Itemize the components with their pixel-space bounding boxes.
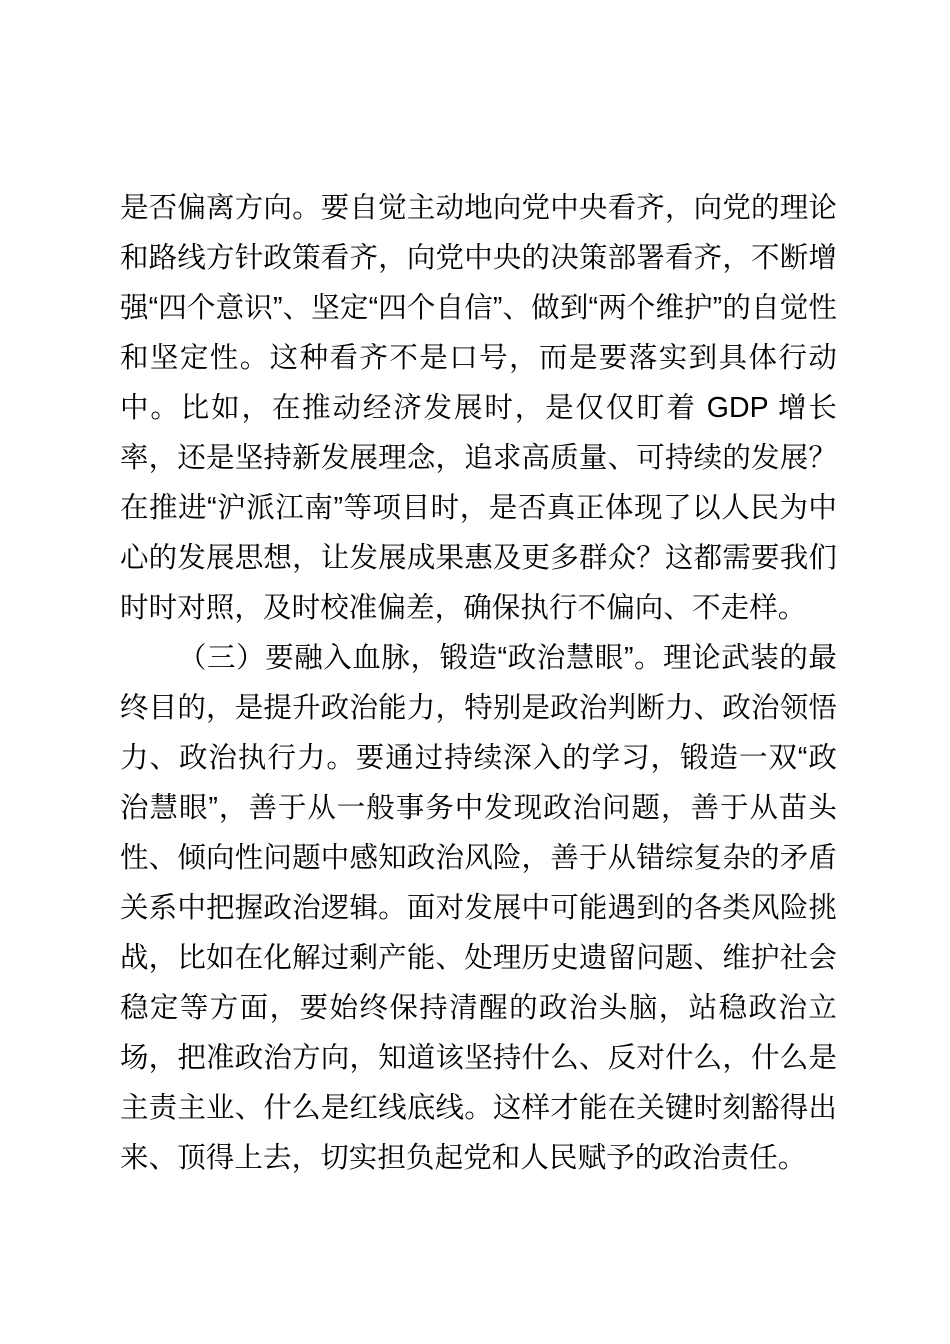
document-text-body — [120, 183, 837, 1183]
paragraph-continuation: 是否偏离方向。要自觉主动地向党中央看齐，向党的理论和路线方针政策看齐，向党中央的决策部署看齐，不断增强“四个意识”、坚定“四个自信”、做到“两个维护”的自觉性和坚定性。这种看齐不是口号，而是要落实到具体行动中。比如，在推动经济发展时，是仅仅盯着 GDP 增长率，还是坚持新发展理念，追求高质量、可持续的发展？在推进“沪派江南”等项目时，是否真正体现了以人民为中心的发展思想，让发展成果惠及更多群众？这都需要我们时时对照，及时校准偏差，确保执行不偏向、不走样。 — [120, 192, 837, 624]
paragraph-section-three: （三）要融入血脉，锻造“政治慧眼”。理论武装的最终目的，是提升政治能力，特别是政治判断力、政治领悟力、政治执行力。要通过持续深入的学习，锻造一双“政治慧眼”，善于从一般事务中发现政治问题，善于从苗头性、倾向性问题中感知政治风险，善于从错综复杂的矛盾关系中把握政治逻辑。面对发展中可能遇到的各类风险挑战，比如在化解过剩产能、处理历史遗留问题、维护社会稳定等方面，要始终保持清醒的政治头脑，站稳政治立场，把准政治方向，知道该坚持什么、反对什么，什么是主责主业、什么是红线底线。这样才能在关键时刻豁得出来、顶得上去，切实担负起党和人民赋予的政治责任。 — [120, 642, 837, 1174]
